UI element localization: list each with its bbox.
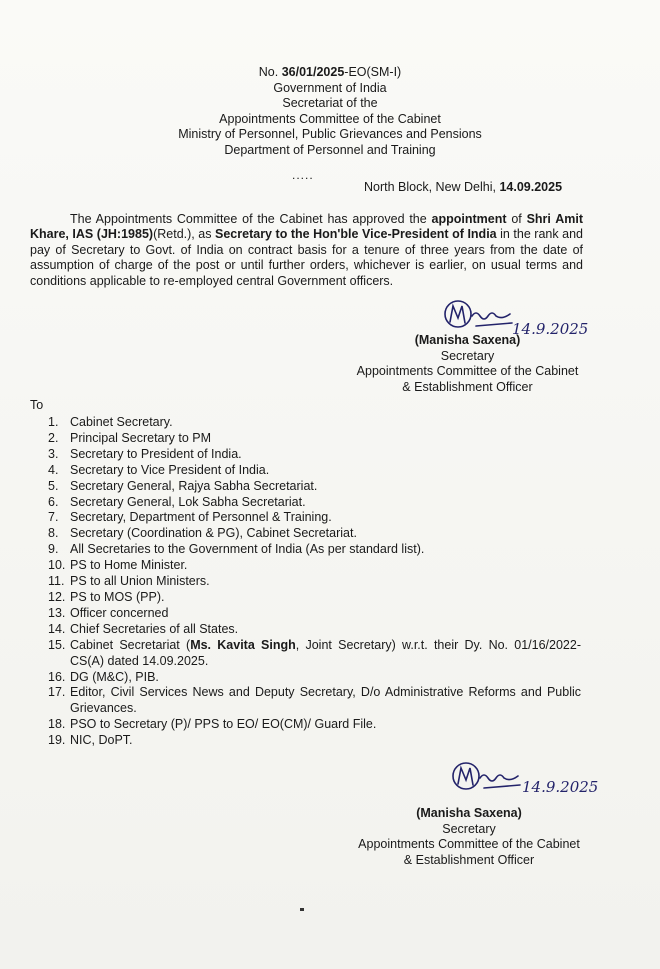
recipient-item	[48, 447, 581, 463]
signatory-office-line2: & Establishment Officer	[402, 379, 533, 394]
header-line-government: Government of India	[273, 80, 387, 95]
recipient-number: 13.	[48, 605, 66, 620]
recipient-item	[48, 542, 581, 558]
recipient-text: Editor, Civil Services News and Deputy Secretary, D/o Administrative Reforms and Public Grievances.	[70, 685, 581, 716]
recipient-item	[48, 526, 581, 542]
recipient-number: 15.	[48, 637, 66, 652]
recipient-number: 3.	[48, 446, 59, 461]
recipient-number: 9.	[48, 542, 59, 557]
recipient-text: Secretary General, Rajya Sabha Secretariat.	[70, 478, 318, 493]
recipient-list	[48, 415, 581, 749]
svg-text:14.9.2025: 14.9.2025	[522, 778, 599, 796]
recipient-item	[48, 415, 581, 431]
recipient-number: 16.	[48, 669, 66, 684]
header-line-committee: Appointments Committee of the Cabinet	[219, 111, 441, 126]
recipient-item	[48, 606, 581, 622]
recipient-number: 19.	[48, 733, 66, 748]
recipient-text: PS to MOS (PP).	[70, 589, 165, 604]
recipient-item	[48, 510, 581, 526]
header-separator: .....	[292, 168, 314, 182]
header-line-department: Department of Personnel and Training	[224, 142, 436, 157]
recipient-item	[48, 574, 581, 590]
recipient-number: 2.	[48, 430, 59, 445]
signature-image-bottom	[450, 758, 600, 802]
recipient-item	[48, 479, 581, 495]
recipient-item	[48, 717, 581, 733]
recipient-item	[48, 495, 581, 511]
page-mark	[300, 908, 304, 911]
order-number: No. 36/01/2025-EO(SM-I)	[258, 65, 402, 79]
order-paragraph: The Appointments Committee of the Cabinet has approved the appointment of Shri Amit Khare, IAS (JH:1985)(Retd.), as Secretary to the Hon'ble Vice-President of India in the rank and pay of Secretary to Govt. of India on contract basis for a tenure of three years from the date of assumption of charge of the post or until further orders, whichever is earlier, on usual terms and conditions applicable to re-employed central Government officers.	[30, 212, 584, 288]
recipient-text: Chief Secretaries of all States.	[70, 621, 239, 636]
recipient-item	[48, 463, 581, 479]
recipient-number: 12.	[48, 589, 66, 604]
signatory-designation: Secretary	[440, 348, 495, 363]
to-label: To	[30, 398, 44, 412]
signatory-office-line2: & Establishment Officer	[403, 852, 535, 867]
recipient-number: 14.	[48, 621, 66, 636]
header-line-ministry: Ministry of Personnel, Public Grievances and Pensions	[178, 127, 482, 141]
header-line-secretariat: Secretariat of the	[282, 96, 378, 110]
signatory-office-line1: Appointments Committee of the Cabinet	[356, 364, 579, 378]
recipient-item	[48, 558, 581, 574]
recipient-text: Cabinet Secretariat (Ms. Kavita Singh, Joint Secretary) w.r.t. their Dy. No. 01/16/2022-CS(A) dated 14.09.2025.	[70, 637, 581, 668]
recipient-item	[48, 431, 581, 447]
signatory-designation: Secretary	[442, 821, 496, 836]
place-and-date: North Block, New Delhi, 14.09.2025	[364, 180, 563, 194]
recipient-item	[48, 638, 581, 670]
recipient-text: DG (M&C), PIB.	[70, 669, 159, 684]
recipient-item	[48, 590, 581, 606]
recipient-number: 6.	[48, 494, 59, 509]
recipient-text: Cabinet Secretary.	[70, 415, 173, 429]
recipient-number: 8.	[48, 526, 59, 541]
recipient-number: 10.	[48, 558, 66, 573]
recipient-number: 18.	[48, 717, 66, 732]
recipient-text: Secretary, Department of Personnel & Training.	[70, 510, 332, 525]
recipient-number: 5.	[48, 478, 59, 493]
recipient-number: 11.	[48, 574, 65, 589]
order-body	[30, 212, 583, 289]
recipient-item	[48, 670, 581, 686]
recipient-text: PSO to Secretary (P)/ PPS to EO/ EO(CM)/ Guard File.	[70, 717, 377, 732]
recipient-text: Officer concerned	[70, 605, 169, 620]
signatory-block-bottom	[344, 806, 594, 868]
recipient-text: All Secretaries to the Government of India (As per standard list).	[70, 542, 425, 557]
recipient-text: PS to Home Minister.	[70, 558, 188, 573]
recipient-number: 17.	[48, 685, 66, 700]
recipient-text: Secretary (Coordination & PG), Cabinet Secretariat.	[70, 526, 357, 541]
recipient-number: 1.	[48, 415, 59, 429]
signatory-office-line1: Appointments Committee of the Cabinet	[358, 837, 580, 851]
signatory-block-top	[345, 333, 590, 395]
svg-text:14.9.2025: 14.9.2025	[512, 320, 589, 338]
recipient-text: Principal Secretary to PM	[70, 430, 212, 445]
recipient-text: PS to all Union Ministers.	[70, 574, 210, 589]
recipient-text: NIC, DoPT.	[70, 733, 133, 748]
letter-header	[0, 65, 660, 158]
recipient-item	[48, 685, 581, 717]
signatory-name: (Manisha Saxena)	[416, 806, 522, 820]
recipient-text: Secretary to President of India.	[70, 446, 242, 461]
recipient-number: 7.	[48, 510, 59, 525]
recipient-item	[48, 733, 581, 749]
signatory-name: (Manisha Saxena)	[414, 333, 521, 347]
recipient-text: Secretary to Vice President of India.	[70, 462, 270, 477]
recipient-number: 4.	[48, 462, 59, 477]
recipient-text: Secretary General, Lok Sabha Secretariat.	[70, 494, 306, 509]
recipient-item	[48, 622, 581, 638]
